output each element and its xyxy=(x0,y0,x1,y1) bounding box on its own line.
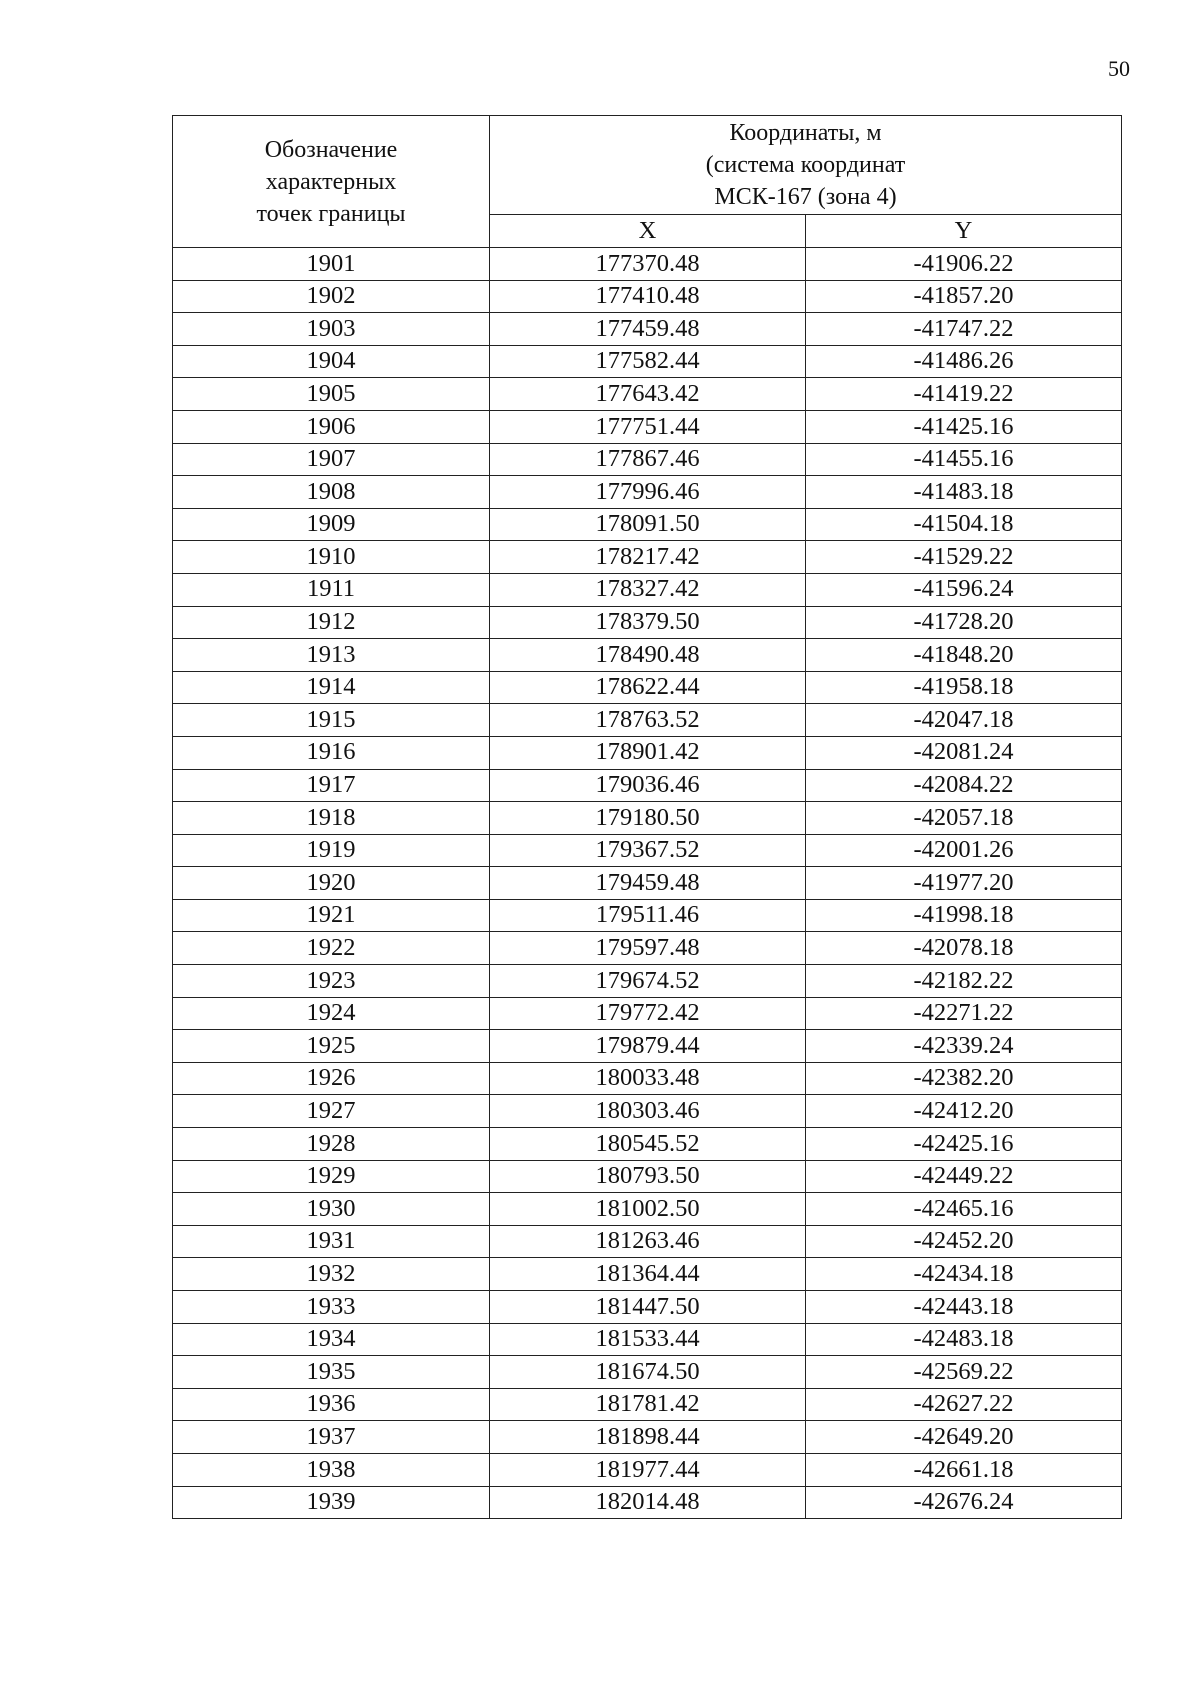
table-row xyxy=(173,769,1122,802)
x-cell: 177370.48 xyxy=(490,248,806,281)
point-cell: 1932 xyxy=(173,1258,490,1291)
x-cell: 181977.44 xyxy=(490,1453,806,1486)
point-cell: 1926 xyxy=(173,1062,490,1095)
x-cell: 181533.44 xyxy=(490,1323,806,1356)
table-row xyxy=(173,1062,1122,1095)
table-row xyxy=(173,932,1122,965)
point-cell: 1930 xyxy=(173,1193,490,1226)
table-row xyxy=(173,410,1122,443)
y-cell: -41977.20 xyxy=(806,867,1122,900)
x-cell: 177582.44 xyxy=(490,345,806,378)
table-row xyxy=(173,1323,1122,1356)
y-cell: -42676.24 xyxy=(806,1486,1122,1519)
point-cell: 1913 xyxy=(173,639,490,672)
x-cell: 179879.44 xyxy=(490,1030,806,1063)
x-cell: 178327.42 xyxy=(490,573,806,606)
point-cell: 1938 xyxy=(173,1453,490,1486)
point-cell: 1908 xyxy=(173,476,490,509)
y-cell: -42078.18 xyxy=(806,932,1122,965)
point-cell: 1921 xyxy=(173,899,490,932)
table-row xyxy=(173,867,1122,900)
y-column-header: Y xyxy=(806,215,1122,248)
x-cell: 178490.48 xyxy=(490,639,806,672)
y-cell: -42182.22 xyxy=(806,965,1122,998)
y-cell: -42465.16 xyxy=(806,1193,1122,1226)
y-cell: -42443.18 xyxy=(806,1291,1122,1324)
y-cell: -42449.22 xyxy=(806,1160,1122,1193)
x-cell: 181898.44 xyxy=(490,1421,806,1454)
y-cell: -41747.22 xyxy=(806,313,1122,346)
table-row xyxy=(173,1225,1122,1258)
y-cell: -42627.22 xyxy=(806,1388,1122,1421)
point-cell: 1903 xyxy=(173,313,490,346)
table-row xyxy=(173,280,1122,313)
x-cell: 177459.48 xyxy=(490,313,806,346)
y-cell: -41906.22 xyxy=(806,248,1122,281)
x-cell: 178763.52 xyxy=(490,704,806,737)
y-cell: -41425.16 xyxy=(806,410,1122,443)
y-cell: -41728.20 xyxy=(806,606,1122,639)
y-cell: -41486.26 xyxy=(806,345,1122,378)
table-row xyxy=(173,345,1122,378)
table-row xyxy=(173,1421,1122,1454)
point-cell: 1922 xyxy=(173,932,490,965)
table-row xyxy=(173,639,1122,672)
x-cell: 181781.42 xyxy=(490,1388,806,1421)
table-row xyxy=(173,1486,1122,1519)
table-row xyxy=(173,1160,1122,1193)
coordinates-table xyxy=(172,115,1122,1519)
table-row xyxy=(173,573,1122,606)
table-row xyxy=(173,802,1122,835)
point-cell: 1915 xyxy=(173,704,490,737)
table-row xyxy=(173,965,1122,998)
x-cell: 179772.42 xyxy=(490,997,806,1030)
y-cell: -41419.22 xyxy=(806,378,1122,411)
point-cell: 1918 xyxy=(173,802,490,835)
y-cell: -42271.22 xyxy=(806,997,1122,1030)
x-cell: 179597.48 xyxy=(490,932,806,965)
point-cell: 1925 xyxy=(173,1030,490,1063)
y-cell: -42382.20 xyxy=(806,1062,1122,1095)
point-cell: 1909 xyxy=(173,508,490,541)
point-cell: 1911 xyxy=(173,573,490,606)
x-cell: 177751.44 xyxy=(490,410,806,443)
x-cell: 178091.50 xyxy=(490,508,806,541)
coordinates-column-header xyxy=(490,116,1122,215)
x-cell: 179511.46 xyxy=(490,899,806,932)
y-cell: -42084.22 xyxy=(806,769,1122,802)
y-cell: -42081.24 xyxy=(806,736,1122,769)
point-cell: 1923 xyxy=(173,965,490,998)
y-cell: -42661.18 xyxy=(806,1453,1122,1486)
points-header-line: Обозначение xyxy=(264,136,398,163)
x-cell: 180793.50 xyxy=(490,1160,806,1193)
y-cell: -41958.18 xyxy=(806,671,1122,704)
y-cell: -42412.20 xyxy=(806,1095,1122,1128)
x-cell: 180033.48 xyxy=(490,1062,806,1095)
y-cell: -41504.18 xyxy=(806,508,1122,541)
table-row xyxy=(173,899,1122,932)
point-cell: 1919 xyxy=(173,834,490,867)
point-cell: 1902 xyxy=(173,280,490,313)
table-row xyxy=(173,606,1122,639)
x-cell: 182014.48 xyxy=(490,1486,806,1519)
point-cell: 1933 xyxy=(173,1291,490,1324)
table-body xyxy=(173,248,1122,1519)
table-row xyxy=(173,704,1122,737)
x-cell: 177996.46 xyxy=(490,476,806,509)
point-cell: 1901 xyxy=(173,248,490,281)
point-cell: 1937 xyxy=(173,1421,490,1454)
points-header-line: характерных xyxy=(265,168,397,195)
point-cell: 1904 xyxy=(173,345,490,378)
y-cell: -41857.20 xyxy=(806,280,1122,313)
table-row xyxy=(173,248,1122,281)
point-cell: 1934 xyxy=(173,1323,490,1356)
table-row xyxy=(173,508,1122,541)
y-cell: -42001.26 xyxy=(806,834,1122,867)
table-row xyxy=(173,671,1122,704)
point-cell: 1928 xyxy=(173,1128,490,1161)
table-row xyxy=(173,1356,1122,1389)
table-row xyxy=(173,997,1122,1030)
y-cell: -42452.20 xyxy=(806,1225,1122,1258)
x-cell: 179674.52 xyxy=(490,965,806,998)
x-cell: 181364.44 xyxy=(490,1258,806,1291)
y-cell: -42057.18 xyxy=(806,802,1122,835)
x-cell: 181263.46 xyxy=(490,1225,806,1258)
y-cell: -42649.20 xyxy=(806,1421,1122,1454)
x-cell: 177643.42 xyxy=(490,378,806,411)
point-cell: 1907 xyxy=(173,443,490,476)
y-cell: -42425.16 xyxy=(806,1128,1122,1161)
point-cell: 1931 xyxy=(173,1225,490,1258)
x-cell: 177867.46 xyxy=(490,443,806,476)
x-cell: 179459.48 xyxy=(490,867,806,900)
y-cell: -41596.24 xyxy=(806,573,1122,606)
table-row xyxy=(173,378,1122,411)
point-cell: 1905 xyxy=(173,378,490,411)
x-cell: 181674.50 xyxy=(490,1356,806,1389)
y-cell: -42434.18 xyxy=(806,1258,1122,1291)
table-row xyxy=(173,443,1122,476)
y-cell: -42483.18 xyxy=(806,1323,1122,1356)
point-cell: 1906 xyxy=(173,410,490,443)
point-cell: 1920 xyxy=(173,867,490,900)
y-cell: -41998.18 xyxy=(806,899,1122,932)
points-column-header xyxy=(173,116,490,248)
x-cell: 177410.48 xyxy=(490,280,806,313)
table-row xyxy=(173,1453,1122,1486)
y-cell: -41455.16 xyxy=(806,443,1122,476)
x-column-header: X xyxy=(490,215,806,248)
point-cell: 1924 xyxy=(173,997,490,1030)
point-cell: 1939 xyxy=(173,1486,490,1519)
x-cell: 179036.46 xyxy=(490,769,806,802)
point-cell: 1912 xyxy=(173,606,490,639)
table-row xyxy=(173,541,1122,574)
point-cell: 1914 xyxy=(173,671,490,704)
table-row xyxy=(173,1030,1122,1063)
table-row xyxy=(173,1128,1122,1161)
table-header xyxy=(173,116,1122,248)
header-row xyxy=(173,116,1122,215)
table-row xyxy=(173,736,1122,769)
x-cell: 178622.44 xyxy=(490,671,806,704)
table-row xyxy=(173,313,1122,346)
x-cell: 179180.50 xyxy=(490,802,806,835)
table-row xyxy=(173,1095,1122,1128)
table-row xyxy=(173,834,1122,867)
y-cell: -42339.24 xyxy=(806,1030,1122,1063)
y-cell: -42047.18 xyxy=(806,704,1122,737)
coords-header-line: (система координат xyxy=(705,152,906,178)
x-cell: 181447.50 xyxy=(490,1291,806,1324)
x-cell: 180303.46 xyxy=(490,1095,806,1128)
point-cell: 1927 xyxy=(173,1095,490,1128)
table-row xyxy=(173,1193,1122,1226)
point-cell: 1916 xyxy=(173,736,490,769)
table-row xyxy=(173,1291,1122,1324)
point-cell: 1917 xyxy=(173,769,490,802)
y-cell: -41848.20 xyxy=(806,639,1122,672)
coords-header-line: Координаты, м xyxy=(729,120,882,146)
y-cell: -41529.22 xyxy=(806,541,1122,574)
coords-header-line: МСК-167 (зона 4) xyxy=(714,184,897,210)
y-cell: -42569.22 xyxy=(806,1356,1122,1389)
x-cell: 178901.42 xyxy=(490,736,806,769)
x-cell: 181002.50 xyxy=(490,1193,806,1226)
point-cell: 1935 xyxy=(173,1356,490,1389)
table-row xyxy=(173,1258,1122,1291)
point-cell: 1910 xyxy=(173,541,490,574)
table-row xyxy=(173,476,1122,509)
table-row xyxy=(173,1388,1122,1421)
x-cell: 180545.52 xyxy=(490,1128,806,1161)
x-cell: 178217.42 xyxy=(490,541,806,574)
point-cell: 1929 xyxy=(173,1160,490,1193)
page-number: 50 xyxy=(1108,56,1130,81)
x-cell: 179367.52 xyxy=(490,834,806,867)
y-cell: -41483.18 xyxy=(806,476,1122,509)
x-cell: 178379.50 xyxy=(490,606,806,639)
points-header-line: точек границы xyxy=(256,200,406,227)
point-cell: 1936 xyxy=(173,1388,490,1421)
